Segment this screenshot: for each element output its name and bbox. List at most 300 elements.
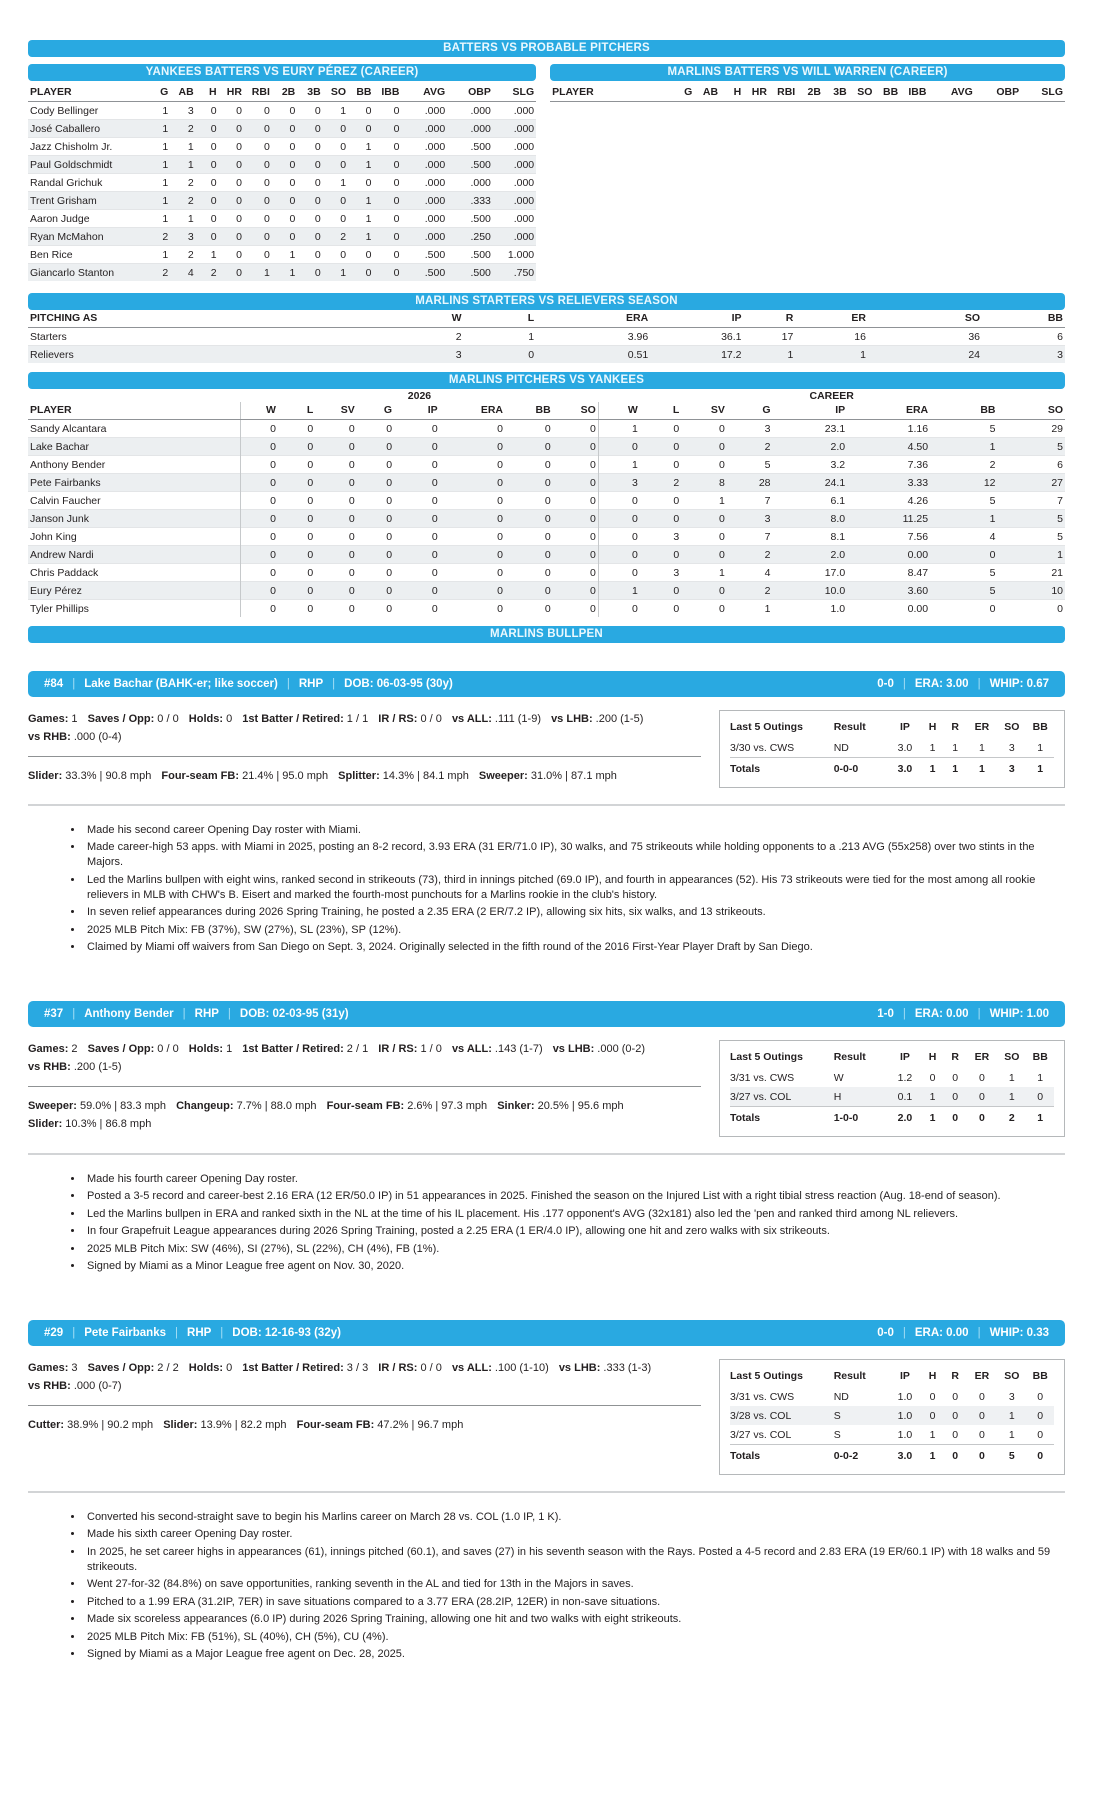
player-name: Anthony Bender bbox=[84, 1008, 174, 1020]
stat-cell: 2 bbox=[727, 582, 773, 600]
stat-cell: 0 bbox=[440, 474, 505, 492]
starters-relievers-table bbox=[28, 310, 1065, 363]
outing-stat-cell: 0 bbox=[929, 1409, 936, 1422]
stat-cell: 0 bbox=[297, 228, 322, 246]
stat-cell: 0 bbox=[323, 120, 348, 138]
table-head bbox=[28, 310, 1065, 328]
stat-cell: 0 bbox=[278, 438, 315, 456]
stat-cell: 1 bbox=[147, 210, 170, 228]
player-name-cell: John King bbox=[28, 528, 241, 546]
player-name-cell: Giancarlo Stanton bbox=[28, 264, 147, 282]
stat-cell: 0.00 bbox=[847, 600, 930, 618]
yankees-batters-section bbox=[28, 64, 536, 281]
stat-cell: 0 bbox=[357, 600, 394, 618]
outing-stat-cell: H bbox=[833, 1090, 842, 1103]
column-header: Result bbox=[833, 1370, 866, 1382]
stat-cell: 0 bbox=[219, 192, 244, 210]
stat-item: 1st Batter / Retired: 3 / 3 bbox=[242, 1362, 369, 1374]
stat-cell: 0 bbox=[505, 582, 553, 600]
totals-stat-cell: 1 bbox=[921, 758, 944, 779]
stat-cell: 0 bbox=[374, 264, 402, 282]
outing-stat-cell: 1.0 bbox=[897, 1428, 913, 1441]
stat-cell: 1.16 bbox=[847, 420, 930, 438]
outing-stat-cell: 0 bbox=[1037, 1409, 1044, 1422]
stat-label: vs ALL: bbox=[451, 713, 492, 725]
stat-label: Four-seam FB: bbox=[161, 770, 240, 782]
table-head bbox=[550, 84, 1065, 102]
stat-label: vs LHB: bbox=[552, 1043, 595, 1055]
stat-cell: 10 bbox=[998, 582, 1066, 600]
stat-label: Slider: bbox=[28, 770, 63, 782]
stat-cell: 0 bbox=[196, 156, 219, 174]
table-body bbox=[730, 1068, 1054, 1128]
stat-cell: 17.2 bbox=[650, 346, 743, 364]
column-header: PLAYER bbox=[550, 84, 671, 102]
stat-cell: 23.1 bbox=[773, 420, 848, 438]
stat-cell: 0 bbox=[440, 546, 505, 564]
stat-cell: 1 bbox=[598, 582, 639, 600]
table-row bbox=[28, 156, 536, 174]
stat-cell: 0 bbox=[374, 138, 402, 156]
card-bullets-divider bbox=[28, 1491, 1065, 1493]
stat-cell: 2 bbox=[401, 328, 463, 346]
stat-cell: 0 bbox=[374, 210, 402, 228]
outing-stat-cell: 1 bbox=[1037, 1071, 1044, 1084]
outing-stat-cell: ND bbox=[833, 1390, 849, 1403]
column-header: HR bbox=[743, 84, 769, 102]
stat-item: vs RHB: .200 (1-5) bbox=[28, 1061, 122, 1073]
stat-cell: 0 bbox=[278, 546, 315, 564]
stat-cell: 0 bbox=[640, 510, 681, 528]
column-header: SLG bbox=[1021, 84, 1065, 102]
stat-item: IR / RS: 1 / 0 bbox=[378, 1043, 442, 1055]
table-row bbox=[28, 120, 536, 138]
stat-label: Sweeper: bbox=[478, 770, 528, 782]
player-name-cell: Eury Pérez bbox=[28, 582, 241, 600]
column-header: AB bbox=[694, 84, 720, 102]
player-notes-list bbox=[28, 823, 1065, 956]
stat-cell: 0 bbox=[598, 492, 639, 510]
stat-cell: 2 bbox=[170, 246, 195, 264]
column-header: H bbox=[720, 84, 743, 102]
column-header: L bbox=[464, 310, 537, 328]
note-bullet: • In 2025, he set career highs in appearances (61), innings pitched (60.1), and saves (27) in his seventh season with the Rays. Posted a 4-5 record and 2.83 ERA (19 ER/60.1 IP) with 18 walks and 59 strikeouts. bbox=[84, 1545, 1065, 1575]
separator: | bbox=[286, 678, 290, 690]
stat-cell: 0 bbox=[394, 438, 440, 456]
stat-cell: 1 bbox=[323, 174, 348, 192]
stat-cell: 2 bbox=[196, 264, 219, 282]
card-bullets-divider bbox=[28, 804, 1065, 806]
column-header: AVG bbox=[401, 84, 447, 102]
stat-cell: 0 bbox=[394, 456, 440, 474]
separator: | bbox=[977, 1008, 981, 1020]
player-detail-row bbox=[28, 1359, 1065, 1475]
yankees-batters-table bbox=[28, 84, 536, 281]
stat-cell: 11.25 bbox=[847, 510, 930, 528]
stat-cell: 0 bbox=[394, 564, 440, 582]
stat-item: Sweeper: 31.0% | 87.1 mph bbox=[478, 770, 617, 782]
outing-stat-cell: 0 bbox=[978, 1071, 985, 1084]
stat-cell: 6 bbox=[982, 328, 1065, 346]
stat-cell: 5 bbox=[727, 456, 773, 474]
stat-label: Four-seam FB: bbox=[326, 1100, 405, 1112]
stat-cell: 0 bbox=[219, 156, 244, 174]
stat-cell: 0 bbox=[196, 174, 219, 192]
column-header: SO bbox=[849, 84, 875, 102]
stat-label: vs RHB: bbox=[28, 1380, 71, 1392]
totals-stat-cell: 3.0 bbox=[889, 1445, 921, 1466]
column-header: IP bbox=[650, 310, 743, 328]
stat-cell: 7 bbox=[727, 492, 773, 510]
player-name-cell: Ryan McMahon bbox=[28, 228, 147, 246]
outing-stat-cell: ND bbox=[833, 741, 849, 754]
stat-cell: 17.0 bbox=[773, 564, 848, 582]
stat-cell: 0 bbox=[681, 600, 727, 618]
player-whip: WHIP: 1.00 bbox=[989, 1008, 1049, 1020]
stat-cell: 3 bbox=[727, 510, 773, 528]
table-head bbox=[730, 1367, 1054, 1387]
column-header: Last 5 Outings bbox=[730, 1051, 803, 1063]
stat-cell: 1 bbox=[681, 492, 727, 510]
totals-stat-cell: 0 bbox=[967, 1107, 998, 1128]
stat-cell: 24 bbox=[868, 346, 982, 364]
stat-cell: 0 bbox=[315, 564, 356, 582]
player-name-cell: Calvin Faucher bbox=[28, 492, 241, 510]
table-row bbox=[28, 246, 536, 264]
stat-cell: 0 bbox=[278, 582, 315, 600]
outing-stat-cell: 1 bbox=[929, 1428, 936, 1441]
column-header: H bbox=[928, 721, 937, 733]
stat-cell: 0 bbox=[244, 210, 272, 228]
player-whip: WHIP: 0.33 bbox=[989, 1327, 1049, 1339]
stat-cell: 0 bbox=[553, 492, 599, 510]
stat-cell: 1 bbox=[598, 456, 639, 474]
player-name-cell: Anthony Bender bbox=[28, 456, 241, 474]
player-name-cell: Andrew Nardi bbox=[28, 546, 241, 564]
column-header: BB bbox=[1032, 721, 1048, 733]
stat-cell: 0 bbox=[357, 582, 394, 600]
column-header: SO bbox=[323, 84, 348, 102]
stat-cell: 0 bbox=[297, 246, 322, 264]
stat-cell: 0 bbox=[640, 492, 681, 510]
table-row bbox=[28, 420, 1065, 438]
column-header: IBB bbox=[900, 84, 928, 102]
stat-cell: 1 bbox=[464, 328, 537, 346]
totals-stat-cell: 5 bbox=[997, 1445, 1026, 1466]
stat-cell: 1 bbox=[147, 156, 170, 174]
situational-stats-line bbox=[28, 1359, 701, 1395]
stat-cell: 0 bbox=[272, 156, 297, 174]
last-5-outings-table bbox=[730, 1367, 1054, 1466]
totals-stat-cell: 1 bbox=[967, 758, 998, 779]
yankees-batters-title: YANKEES BATTERS VS EURY PÉREZ (CAREER) bbox=[28, 64, 536, 81]
stat-cell: 1 bbox=[348, 156, 373, 174]
outing-stat-cell: 1 bbox=[1008, 1090, 1015, 1103]
player-era: ERA: 0.00 bbox=[914, 1327, 969, 1339]
stat-cell: .000 bbox=[401, 138, 447, 156]
stat-cell: 0 bbox=[374, 174, 402, 192]
stat-cell: .000 bbox=[493, 210, 536, 228]
last-5-outings-box bbox=[719, 1359, 1065, 1475]
stat-cell: 0 bbox=[323, 192, 348, 210]
stat-cell: 0 bbox=[553, 528, 599, 546]
totals-stat-cell: 1 bbox=[1026, 1107, 1054, 1128]
separator: | bbox=[902, 678, 906, 690]
column-header: ER bbox=[974, 1051, 990, 1063]
stat-cell: 0 bbox=[598, 546, 639, 564]
stat-cell: 0 bbox=[241, 564, 278, 582]
header-row bbox=[730, 1367, 1054, 1387]
stat-cell: 0 bbox=[440, 420, 505, 438]
column-header: SO bbox=[1004, 721, 1020, 733]
stat-cell: 5 bbox=[998, 510, 1066, 528]
player-dob: DOB: 06-03-95 (30y) bbox=[344, 678, 453, 690]
player-era: ERA: 3.00 bbox=[914, 678, 969, 690]
stat-cell: .750 bbox=[493, 264, 536, 282]
bullpen-banner: MARLINS BULLPEN bbox=[28, 626, 1065, 643]
marlins-batters-section bbox=[550, 64, 1065, 102]
stat-cell: 2 bbox=[640, 474, 681, 492]
stat-cell: 0 bbox=[241, 492, 278, 510]
stat-cell: 12 bbox=[930, 474, 997, 492]
column-header: BB bbox=[505, 402, 553, 420]
stat-cell: 0 bbox=[297, 102, 322, 120]
stat-cell: .000 bbox=[401, 192, 447, 210]
column-header: IP bbox=[394, 402, 440, 420]
stat-item: vs LHB: .200 (1-5) bbox=[551, 713, 644, 725]
stat-cell: 4 bbox=[170, 264, 195, 282]
stat-cell: 0 bbox=[374, 102, 402, 120]
player-name-cell: Pete Fairbanks bbox=[28, 474, 241, 492]
totals-stat-cell: 1 bbox=[921, 1107, 944, 1128]
column-header: RBI bbox=[769, 84, 797, 102]
totals-stat-cell: 1 bbox=[1026, 758, 1054, 779]
outings-totals-row bbox=[730, 1107, 1054, 1128]
stat-label: Four-seam FB: bbox=[296, 1419, 375, 1431]
stat-cell: 5 bbox=[930, 582, 997, 600]
stat-cell: 0 bbox=[440, 456, 505, 474]
column-header: PLAYER bbox=[28, 402, 241, 420]
column-header: L bbox=[640, 402, 681, 420]
stat-cell: 3.96 bbox=[536, 328, 650, 346]
player-detail-row bbox=[28, 710, 1065, 788]
stat-label: IR / RS: bbox=[378, 1043, 418, 1055]
stat-cell: 1 bbox=[795, 346, 868, 364]
stat-cell: .500 bbox=[447, 264, 493, 282]
table-row bbox=[28, 328, 1065, 346]
stat-cell: 0 bbox=[348, 174, 373, 192]
stat-label: Holds: bbox=[188, 1362, 224, 1374]
totals-stat-cell: 0 bbox=[944, 1107, 967, 1128]
column-header: ER bbox=[974, 1370, 990, 1382]
stat-cell: 8.0 bbox=[773, 510, 848, 528]
column-header: 2B bbox=[797, 84, 823, 102]
player-header-left bbox=[44, 678, 453, 690]
stat-cell: 0 bbox=[640, 420, 681, 438]
stat-cell: 1 bbox=[727, 600, 773, 618]
stat-cell: 0 bbox=[315, 528, 356, 546]
column-header: IP bbox=[900, 1370, 910, 1382]
totals-stat-cell: 0 bbox=[967, 1445, 998, 1466]
stat-cell: 2 bbox=[147, 228, 170, 246]
stat-label: Splitter: bbox=[338, 770, 380, 782]
table-row bbox=[28, 264, 536, 282]
stat-cell: 0 bbox=[681, 528, 727, 546]
stat-cell: 8 bbox=[681, 474, 727, 492]
last-5-outings-table bbox=[730, 1048, 1054, 1128]
stat-cell: 0 bbox=[357, 546, 394, 564]
stat-cell: 2 bbox=[170, 192, 195, 210]
stat-cell: 0 bbox=[394, 510, 440, 528]
column-header: BB bbox=[982, 310, 1065, 328]
player-name-cell: Lake Bachar bbox=[28, 438, 241, 456]
outing-stat-cell: 0 bbox=[978, 1428, 985, 1441]
stat-cell: 0 bbox=[315, 474, 356, 492]
outing-date-cell: 3/31 vs. CWS bbox=[730, 1071, 795, 1084]
table-row bbox=[28, 564, 1065, 582]
column-header: AB bbox=[170, 84, 195, 102]
stat-cell: 0 bbox=[272, 120, 297, 138]
stat-cell: 0 bbox=[272, 210, 297, 228]
stat-cell: 0 bbox=[297, 174, 322, 192]
stat-cell: 0 bbox=[681, 582, 727, 600]
player-record: 0-0 bbox=[877, 1327, 894, 1339]
stat-cell: 0 bbox=[244, 138, 272, 156]
stat-cell: 0 bbox=[315, 492, 356, 510]
stat-cell: 0 bbox=[315, 582, 356, 600]
stat-cell: 0 bbox=[505, 546, 553, 564]
separator: | bbox=[220, 1327, 224, 1339]
column-header: R bbox=[951, 1370, 959, 1382]
stat-cell: 0 bbox=[244, 192, 272, 210]
pitch-mix-line bbox=[28, 767, 701, 785]
stat-cell: 1 bbox=[147, 174, 170, 192]
outing-row bbox=[730, 1406, 1054, 1425]
marlins-batters-table bbox=[550, 84, 1065, 102]
column-header: W bbox=[241, 402, 278, 420]
column-header: PITCHING AS bbox=[28, 310, 401, 328]
stat-cell: 0 bbox=[374, 246, 402, 264]
player-stats-block bbox=[28, 1040, 701, 1133]
table-row bbox=[28, 528, 1065, 546]
separator: | bbox=[175, 1327, 179, 1339]
player-name-cell: Jazz Chisholm Jr. bbox=[28, 138, 147, 156]
column-header: ER bbox=[795, 310, 868, 328]
card-bullets-divider bbox=[28, 1153, 1065, 1155]
stat-cell: .500 bbox=[447, 156, 493, 174]
table-head bbox=[730, 718, 1054, 738]
stat-cell: 0 bbox=[323, 210, 348, 228]
stat-item: Holds: 0 bbox=[188, 1362, 233, 1374]
outing-stat-cell: 0 bbox=[952, 1390, 959, 1403]
totals-stat-cell: 3.0 bbox=[889, 758, 921, 779]
note-bullet: • Made career-high 53 apps. with Miami in 2025, posting an 8-2 record, 3.93 ERA (31 ER/71.0 IP), 30 walks, and 75 strikeouts while holding opponents to a .213 AVG (55x258) over two stints in the Majors. bbox=[84, 840, 1065, 870]
table-row bbox=[28, 174, 536, 192]
stat-cell: 0 bbox=[278, 492, 315, 510]
stat-cell: .000 bbox=[401, 174, 447, 192]
stat-cell: 0 bbox=[598, 510, 639, 528]
stat-cell: 0 bbox=[640, 600, 681, 618]
marlins-batters-title: MARLINS BATTERS VS WILL WARREN (CAREER) bbox=[550, 64, 1065, 81]
outing-stat-cell: 0 bbox=[929, 1390, 936, 1403]
stat-cell: 1 bbox=[272, 246, 297, 264]
outing-stat-cell: 1.0 bbox=[897, 1409, 913, 1422]
stat-cell: 7 bbox=[998, 492, 1066, 510]
column-header: BB bbox=[348, 84, 373, 102]
batters-columns bbox=[28, 64, 1065, 281]
bullpen-player-card bbox=[28, 1320, 1065, 1662]
stat-cell: 27 bbox=[998, 474, 1066, 492]
column-header: 3B bbox=[823, 84, 849, 102]
stat-cell: 1 bbox=[170, 138, 195, 156]
column-header: IP bbox=[773, 402, 848, 420]
note-bullet: • Made his sixth career Opening Day roster. bbox=[84, 1527, 1065, 1542]
player-name-cell: Janson Junk bbox=[28, 510, 241, 528]
table-row bbox=[28, 600, 1065, 618]
totals-stat-cell: 0 bbox=[944, 1445, 967, 1466]
note-bullet: • 2025 MLB Pitch Mix: SW (46%), SI (27%), SL (22%), CH (4%), FB (1%). bbox=[84, 1242, 1065, 1257]
stat-cell: 0 bbox=[357, 564, 394, 582]
header-row bbox=[28, 310, 1065, 328]
stat-cell: .333 bbox=[447, 192, 493, 210]
stat-cell: 0 bbox=[323, 246, 348, 264]
outing-stat-cell: 1.0 bbox=[897, 1390, 913, 1403]
stat-cell: .000 bbox=[447, 174, 493, 192]
stat-cell: 0 bbox=[394, 582, 440, 600]
stat-cell: 1 bbox=[681, 564, 727, 582]
column-header: ERA bbox=[536, 310, 650, 328]
stat-label: Saves / Opp: bbox=[87, 1043, 155, 1055]
outing-date-cell: 3/30 vs. CWS bbox=[730, 741, 795, 754]
stat-cell: 0 bbox=[244, 228, 272, 246]
stat-item: vs ALL: .143 (1-7) bbox=[451, 1043, 543, 1055]
stat-cell: 0 bbox=[241, 600, 278, 618]
stat-cell: 7.56 bbox=[847, 528, 930, 546]
stat-cell: 28 bbox=[727, 474, 773, 492]
stat-item: IR / RS: 0 / 0 bbox=[378, 1362, 442, 1374]
outing-row bbox=[730, 1087, 1054, 1107]
separator: | bbox=[902, 1008, 906, 1020]
stat-cell: 0 bbox=[348, 102, 373, 120]
stat-cell: .000 bbox=[401, 156, 447, 174]
stat-cell: 0 bbox=[278, 456, 315, 474]
stat-cell: 3 bbox=[170, 102, 195, 120]
outing-stat-cell: 1 bbox=[1037, 741, 1044, 754]
stat-cell: 2 bbox=[930, 456, 997, 474]
separator: | bbox=[977, 678, 981, 690]
table-row bbox=[28, 192, 536, 210]
stat-cell: .000 bbox=[401, 210, 447, 228]
stat-cell: 21 bbox=[998, 564, 1066, 582]
note-bullet: • Signed by Miami as a Major League free agent on Dec. 28, 2025. bbox=[84, 1647, 1065, 1662]
stat-item: Four-seam FB: 2.6% | 97.3 mph bbox=[326, 1100, 488, 1112]
pitchers-vs-yankees-title: MARLINS PITCHERS VS YANKEES bbox=[28, 372, 1065, 389]
player-name: Lake Bachar (BAHK-er; like soccer) bbox=[84, 678, 278, 690]
stat-label: Games: bbox=[28, 1362, 69, 1374]
stat-cell: 1 bbox=[348, 210, 373, 228]
note-bullet: • Pitched to a 1.99 ERA (31.2IP, 7ER) in save situations compared to a 3.77 ERA (28.2IP, 12ER) in non-save situations. bbox=[84, 1595, 1065, 1610]
bullpen-player-card bbox=[28, 671, 1065, 955]
outing-stat-cell: 1 bbox=[1008, 1071, 1015, 1084]
totals-stat-cell: 0-0-2 bbox=[834, 1445, 889, 1466]
stat-cell: 1 bbox=[323, 264, 348, 282]
stat-cell: 5 bbox=[930, 420, 997, 438]
stat-cell: 0 bbox=[394, 600, 440, 618]
header-row bbox=[730, 718, 1054, 738]
stat-cell: 0 bbox=[553, 474, 599, 492]
table-row bbox=[28, 456, 1065, 474]
table-row bbox=[28, 582, 1065, 600]
